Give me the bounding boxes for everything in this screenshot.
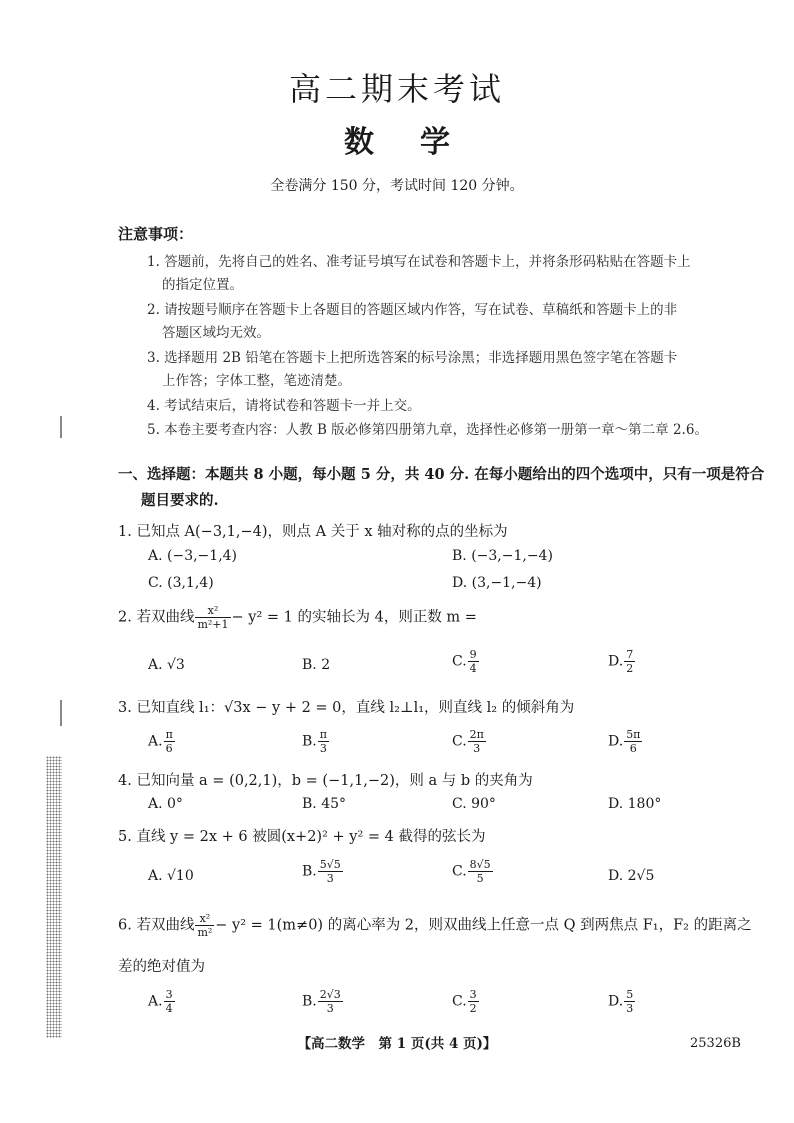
notice-line: 3. 选择题用 2B 铅笔在答题卡上把所选答案的标号涂黑；非选择题用黑色签字笔在答题卡 — [147, 350, 678, 366]
exam-title: 高二期末考试 — [288, 70, 505, 108]
notice-line: 的指定位置。 — [162, 277, 243, 293]
frac-num: π — [319, 728, 327, 741]
question-2-stem — [118, 604, 477, 631]
exam-code: 25326B — [690, 1036, 741, 1051]
q2-fraction — [195, 604, 230, 631]
q1-option-d: D. (3,−1,−4) — [452, 575, 542, 591]
q4-option-d: D. 180° — [608, 796, 662, 812]
q2-option-d-frac — [624, 648, 635, 675]
frac-den: 3 — [326, 1002, 334, 1015]
question-5-stem: 5. 直线 y = 2x + 6 被圆(x+2)² + y² = 4 截得的弦长为 — [118, 829, 486, 845]
notice-line: 1. 答题前，先将自己的姓名、准考证号填写在试卷和答题卡上，并将条形码粘贴在答题卡上 — [147, 254, 691, 270]
q3-option-a — [148, 728, 176, 755]
q6-option-b-label: B. — [302, 993, 317, 1010]
q6-frac-num: x² — [195, 912, 214, 926]
question-4-stem: 4. 已知向量 a = (0,2,1)，b = (−1,1,−2)，则 a 与 b 的夹角为 — [118, 773, 533, 789]
frac-den: 5 — [476, 872, 484, 885]
question-3-stem: 3. 已知直线 l₁：√3x − y + 2 = 0，直线 l₂⊥l₁，则直线 l₂ 的倾斜角为 — [118, 700, 575, 716]
frac-num: 9 — [469, 648, 477, 661]
frac-den: 2 — [469, 1002, 477, 1015]
q6-option-b — [302, 988, 344, 1015]
frac-den: 3 — [326, 872, 334, 885]
frac-den: 4 — [469, 662, 477, 675]
q5-option-c — [452, 858, 494, 885]
q6-option-a-frac — [164, 988, 175, 1015]
question-6-stem — [118, 912, 752, 939]
q6-option-c-frac — [468, 988, 479, 1015]
q2-option-c-label: C. — [452, 653, 467, 670]
q6-option-c — [452, 988, 480, 1015]
q6-option-d-label: D. — [608, 993, 624, 1010]
subject-title: 数学 — [344, 125, 496, 160]
q3-option-c-frac — [468, 728, 486, 755]
notice-line: 5. 本卷主要考查内容：人教 B 版必修第四册第九章，选择性必修第一册第一章～第二章 2.6。 — [147, 422, 708, 438]
q2-stem-pre: 2. 若双曲线 — [118, 609, 195, 626]
q3-option-b — [302, 728, 330, 755]
q5-option-c-label: C. — [452, 863, 467, 880]
margin-tick — [60, 416, 62, 438]
section-heading-cont: 题目要求的. — [141, 492, 219, 509]
q5-option-d: D. 2√5 — [608, 868, 655, 884]
notice-line: 2. 请按题号顺序在答题卡上各题目的答题区域内作答，写在试卷、草稿纸和答题卡上的非 — [147, 302, 678, 318]
q6-option-b-frac — [318, 988, 343, 1015]
q5-option-b-label: B. — [302, 863, 317, 880]
frac-den: 3 — [626, 1002, 634, 1015]
q3-option-d-frac — [624, 728, 642, 755]
q3-option-a-label: A. — [148, 733, 163, 750]
q6-option-a-label: A. — [148, 993, 163, 1010]
frac-den: 6 — [165, 742, 173, 755]
frac-num: 3 — [165, 988, 173, 1001]
frac-num: 7 — [626, 648, 634, 661]
q5-option-b-frac — [318, 858, 343, 885]
frac-num: 5√5 — [319, 858, 341, 871]
q1-option-c: C. (3,1,4) — [148, 575, 214, 591]
frac-den: 3 — [473, 742, 481, 755]
q2-frac-den: m²+1 — [197, 618, 229, 631]
notice-line: 4. 考试结束后，请将试卷和答题卡一并上交。 — [147, 398, 421, 414]
q2-option-c — [452, 648, 480, 675]
question-6-stem-cont: 差的绝对值为 — [118, 959, 205, 975]
frac-den: 4 — [165, 1002, 173, 1015]
q3-option-b-label: B. — [302, 733, 317, 750]
frac-num: 5π — [626, 728, 641, 741]
q2-frac-num: x² — [195, 604, 230, 618]
q3-option-d — [608, 728, 643, 755]
section-heading: 一、选择题：本题共 8 小题，每小题 5 分，共 40 分. 在每小题给出的四个选项中，只有一项是符合 — [118, 466, 765, 483]
q2-option-d — [608, 648, 636, 675]
q3-option-b-frac — [318, 728, 329, 755]
q4-option-c: C. 90° — [452, 796, 496, 812]
margin-tick — [60, 700, 62, 726]
q6-option-d — [608, 988, 636, 1015]
q6-stem-pre: 6. 若双曲线 — [118, 917, 195, 934]
frac-num: 2√3 — [319, 988, 341, 1001]
q3-option-a-frac — [164, 728, 175, 755]
q6-stem-post: − y² = 1(m≠0) 的离心率为 2，则双曲线上任意一点 Q 到两焦点 F₁，F₂ 的距离之 — [215, 917, 752, 934]
q5-option-b — [302, 858, 344, 885]
q2-option-d-label: D. — [608, 653, 624, 670]
notice-line: 答题区域均无效。 — [162, 325, 270, 341]
question-1-stem: 1. 已知点 A(−3,1,−4)，则点 A 关于 x 轴对称的点的坐标为 — [118, 524, 508, 540]
q3-option-c-label: C. — [452, 733, 467, 750]
exam-info: 全卷满分 150 分，考试时间 120 分钟。 — [270, 178, 524, 194]
q3-option-d-label: D. — [608, 733, 624, 750]
notice-heading: 注意事项： — [118, 225, 194, 243]
q6-option-a — [148, 988, 176, 1015]
q5-option-a: A. √10 — [148, 868, 194, 884]
frac-den: 6 — [629, 742, 637, 755]
q3-option-c — [452, 728, 487, 755]
notice-line: 上作答；字体工整，笔迹清楚。 — [162, 373, 351, 389]
q2-option-b: B. 2 — [302, 657, 331, 673]
page-footer: 【高二数学 第 1 页(共 4 页)】 — [297, 1036, 497, 1052]
frac-num: 5 — [626, 988, 634, 1001]
frac-num: π — [165, 728, 173, 741]
binding-margin-dots — [46, 756, 62, 1038]
q5-option-c-frac — [468, 858, 493, 885]
q2-stem-post: − y² = 1 的实轴长为 4，则正数 m = — [231, 609, 477, 626]
frac-den: 3 — [319, 742, 327, 755]
q6-frac-den: m² — [197, 926, 213, 939]
q4-option-b: B. 45° — [302, 796, 347, 812]
q6-option-c-label: C. — [452, 993, 467, 1010]
q6-fraction — [195, 912, 214, 939]
frac-num: 8√5 — [469, 858, 491, 871]
q6-option-d-frac — [624, 988, 635, 1015]
q1-option-b: B. (−3,−1,−4) — [452, 548, 553, 564]
frac-num: 3 — [469, 988, 477, 1001]
frac-num: 2π — [469, 728, 484, 741]
frac-den: 2 — [626, 662, 634, 675]
q4-option-a: A. 0° — [148, 796, 183, 812]
q1-option-a: A. (−3,−1,4) — [148, 548, 238, 564]
q2-option-c-frac — [468, 648, 479, 675]
q2-option-a: A. √3 — [148, 657, 185, 673]
